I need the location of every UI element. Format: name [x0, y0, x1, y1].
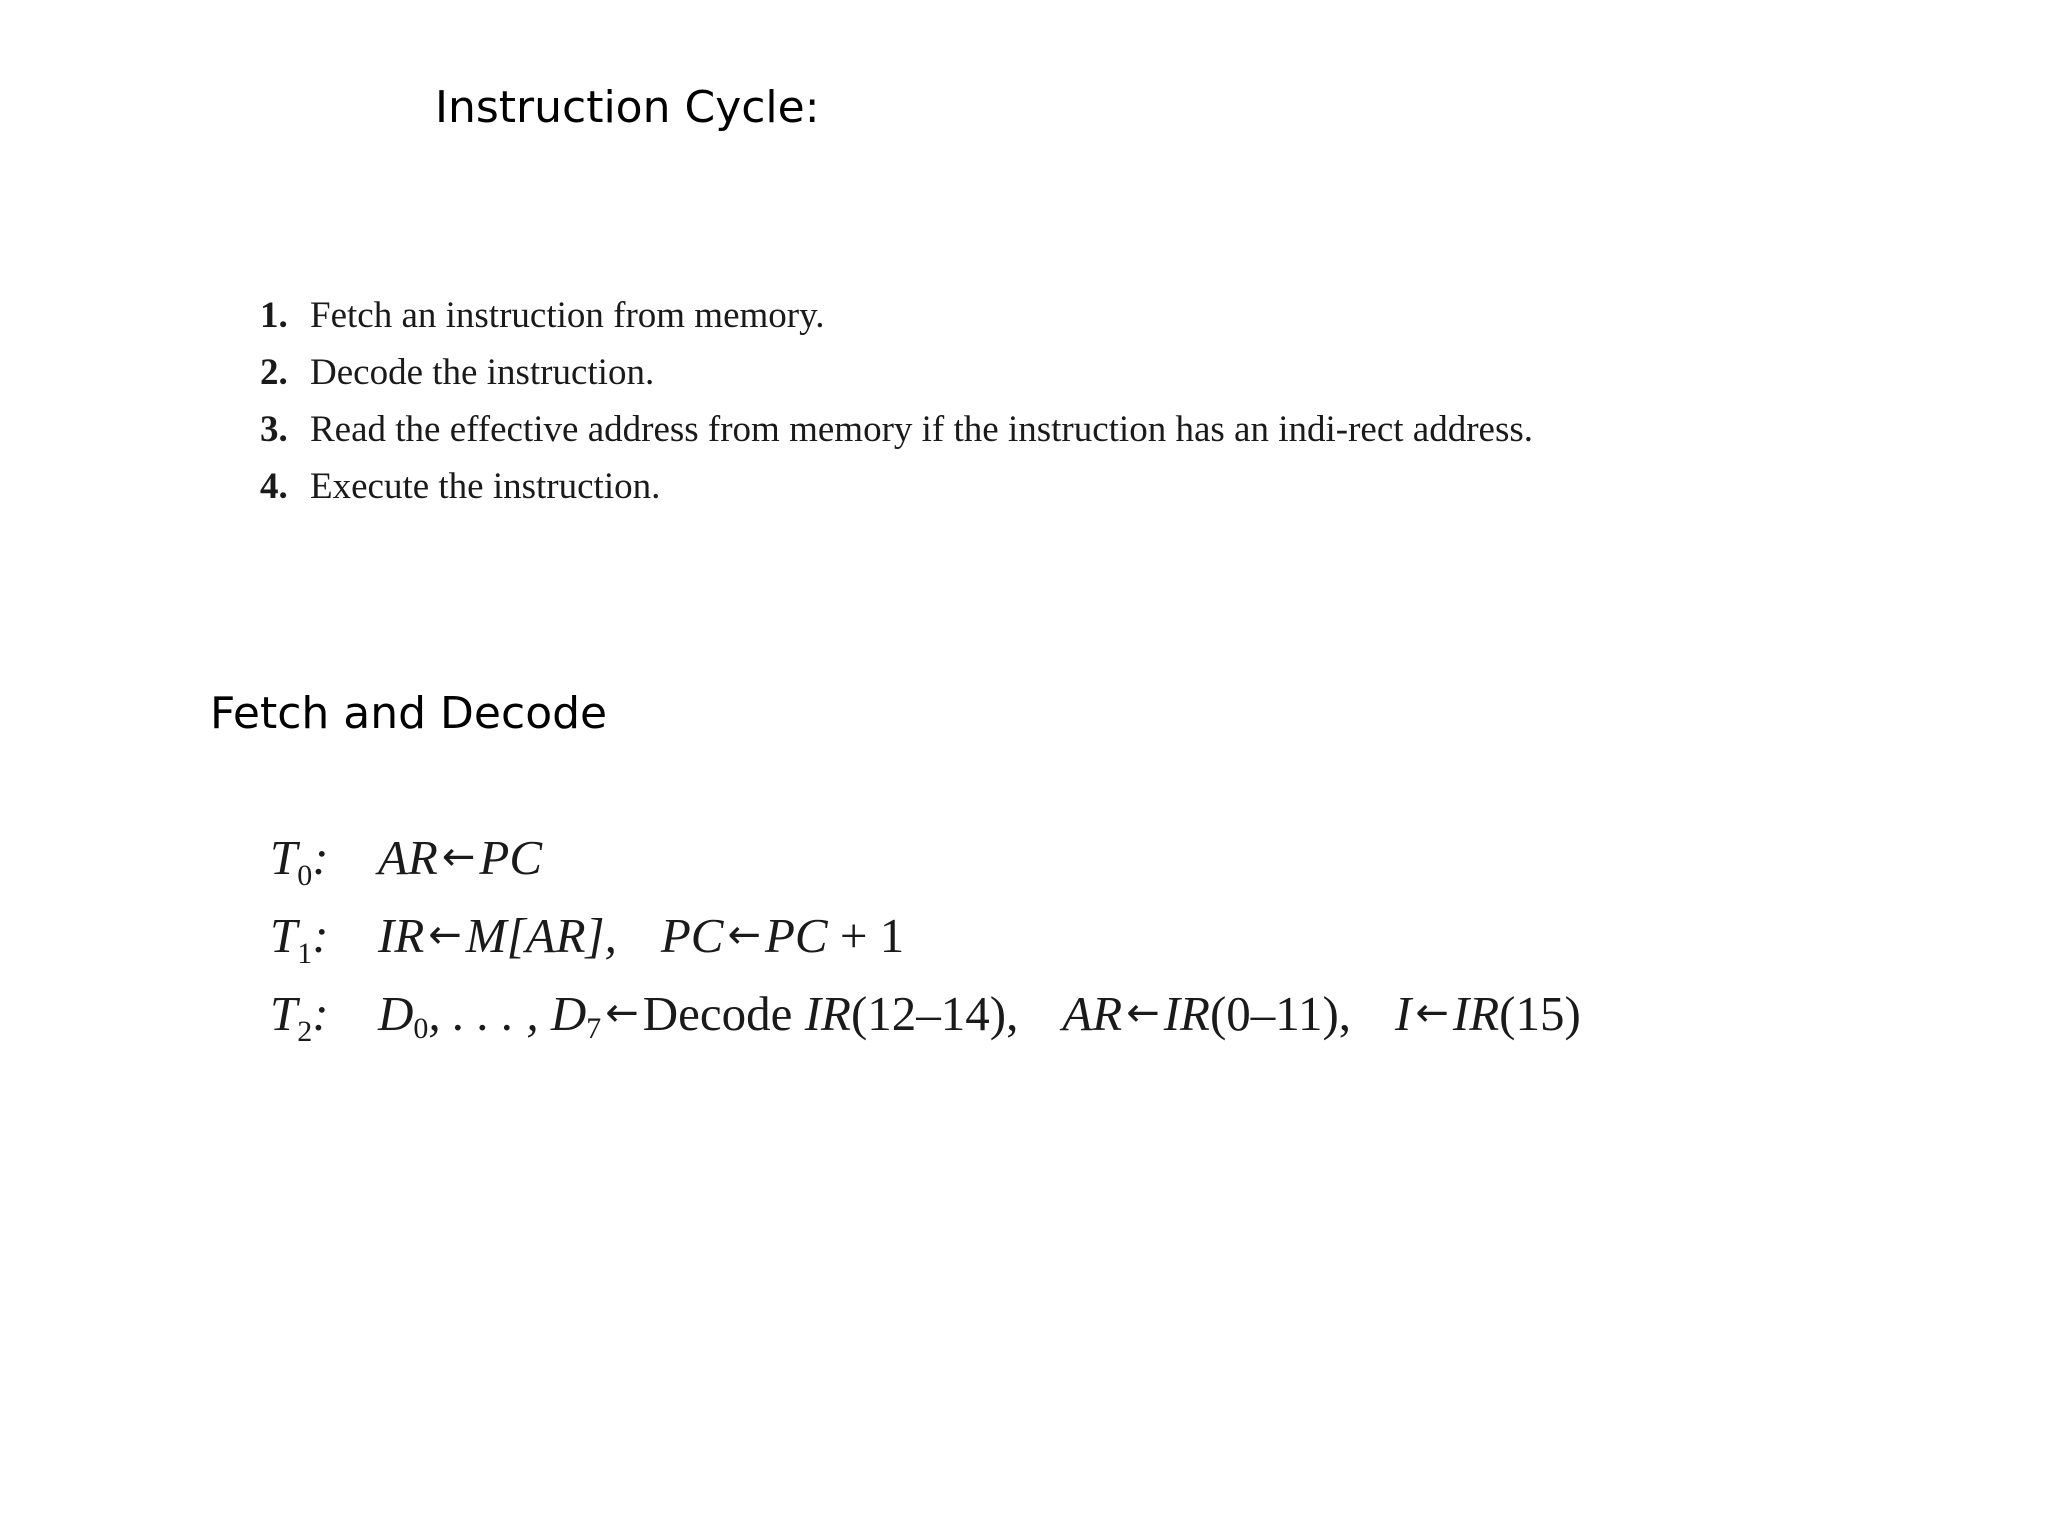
step-text: Decode the instruction. [310, 352, 655, 393]
instruction-cycle-steps [260, 292, 1600, 520]
step-number: 2. [260, 352, 288, 393]
transfer-arrow: ← [727, 911, 761, 958]
timing-letter: T [270, 985, 298, 1041]
timing-subscript: 0 [297, 858, 313, 892]
step-1 [260, 292, 1600, 339]
step-text: Read the effective address from memory if the instruction has an indi-rect address. [310, 409, 1533, 450]
destination-register: I [1395, 985, 1412, 1041]
transfer-arrow: ← [1126, 989, 1160, 1036]
bit-range: (0–11), [1209, 985, 1352, 1041]
decoder-output-subscript: 7 [586, 1011, 602, 1045]
microoperation [661, 906, 904, 969]
step-text: Fetch an instruction from memory. [310, 295, 825, 336]
microoperation [1395, 984, 1581, 1047]
source-register: PC [479, 830, 543, 885]
timing-subscript: 1 [297, 936, 313, 970]
step-text: Execute the instruction. [310, 466, 661, 507]
timing-colon: : [312, 907, 329, 963]
destination-register: PC [660, 907, 724, 963]
timing-colon: : [312, 830, 329, 885]
destination-register: AR [1062, 985, 1123, 1041]
step-number: 3. [260, 409, 288, 450]
source-register: IR [1452, 985, 1500, 1041]
timing-label-t1 [270, 906, 378, 984]
register-transfer-block [270, 828, 1581, 1061]
microoperation [378, 984, 1018, 1059]
source-register: IR [804, 985, 851, 1041]
rtl-row-t2 [270, 984, 1581, 1062]
transfer-arrow: ← [605, 989, 639, 1036]
source-register: PC [764, 907, 828, 963]
rtl-row-t0 [270, 828, 1581, 906]
step-4 [260, 463, 1600, 510]
destination-register: AR [378, 830, 438, 885]
microoperation [378, 828, 542, 891]
decoder-output-d0: D [378, 985, 414, 1041]
destination-register: IR [378, 907, 425, 963]
transfer-arrow: ← [1415, 989, 1449, 1036]
decoder-output-d7: D [550, 985, 587, 1041]
source-register: IR [1163, 985, 1210, 1041]
decoder-output-subscript: 0 [413, 1011, 429, 1045]
source-expression: M[AR], [465, 907, 617, 963]
increment-expression: + 1 [839, 907, 905, 963]
timing-label-t0 [270, 828, 378, 906]
rtl-row-t1 [270, 906, 1581, 984]
decode-word: Decode [642, 985, 793, 1041]
timing-letter: T [270, 830, 298, 885]
timing-letter: T [270, 907, 298, 963]
timing-colon: : [312, 985, 329, 1041]
microoperation [378, 906, 617, 969]
timing-label-t2 [270, 984, 378, 1062]
section-heading: Fetch and Decode [210, 688, 608, 739]
ellipsis-separator: , . . . , [428, 985, 539, 1041]
step-number: 4. [260, 466, 288, 507]
page-title: Instruction Cycle: [435, 82, 820, 133]
step-2 [260, 349, 1600, 396]
step-3 [260, 406, 1600, 453]
transfer-arrow: ← [441, 834, 476, 880]
step-number: 1. [260, 295, 288, 336]
timing-subscript: 2 [297, 1014, 313, 1048]
bit-range: (15) [1499, 985, 1581, 1041]
microoperation [1062, 984, 1351, 1047]
bit-range: (12–14), [850, 985, 1019, 1041]
transfer-arrow: ← [428, 911, 462, 958]
